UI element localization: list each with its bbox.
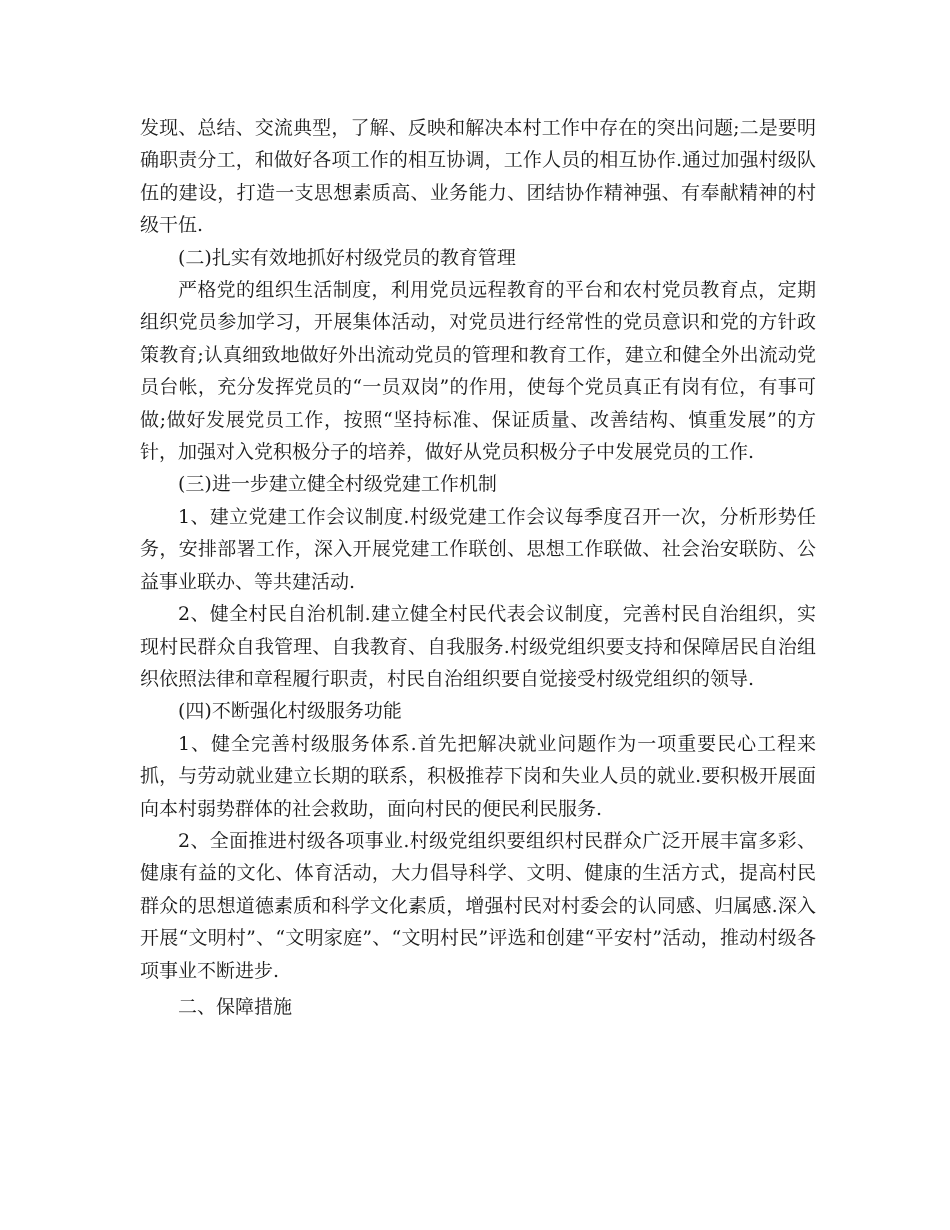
section-heading-3: (三)进一步建立健全村级党建工作机制: [178, 473, 497, 496]
paragraph-village-affairs: 2、全面推进村级各项事业.村级党组织要组织村民群众广泛开展丰富多彩、健康有益的文化、体育活动，大力倡导科学、文明、健康的生活方式，提高村民群众的思想道德素质和科学文化素质，增强村民对村委会的认同感、归属感.深入开展“文明村”、“文明家庭”、“文明村民”评选和创建“平安村”活动，推动村级各项事业不断进步.: [140, 829, 816, 982]
section-heading-safeguards: 二、保障措施: [178, 995, 293, 1018]
paragraph-continuation: 发现、总结、交流典型，了解、反映和解决本村工作中存在的突出问题;二是要明确职责分工，和做好各项工作的相互协调，工作人员的相互协作.通过加强村级队伍的建设，打造一支思想素质高、业务能力、团结协作精神强、有奉献精神的村级干伍.: [140, 117, 816, 237]
paragraph-party-member-education: 严格党的组织生活制度，利用党员远程教育的平台和农村党员教育点，定期组织党员参加学习，开展集体活动，对党员进行经常性的党员意识和党的方针政策教育;认真细致地做好外出流动党员的管理和教育工作，建立和健全外出流动党员台帐，充分发挥党员的“一员双岗”的作用，使每个党员真正有岗有位，有事可做;做好发展党员工作，按照“坚持标准、保证质量、改善结构、慎重发展”的方针，加强对入党积极分子的培养，做好从党员积极分子中发展党员的工作.: [140, 279, 816, 464]
section-heading-4: (四)不断强化村级服务功能: [178, 700, 402, 723]
paragraph-meeting-system: 1、建立党建工作会议制度.村级党建工作会议每季度召开一次，分析形势任务，安排部署工作，深入开展党建工作联创、思想工作联做、社会治安联防、公益事业联办、等共建活动.: [140, 505, 816, 593]
paragraph-self-governance: 2、健全村民自治机制.建立健全村民代表会议制度，完善村民自治组织，实现村民群众自我管理、自我教育、自我服务.村级党组织要支持和保障居民自治组织依照法律和章程履行职责，村民自治组织要自觉接受村级党组织的领导.: [140, 603, 816, 690]
document-body: [140, 112, 816, 1023]
section-heading-2: (二)扎实有效地抓好村级党员的教育管理: [178, 246, 516, 269]
paragraph-service-system: 1、健全完善村级服务体系.首先把解决就业问题作为一项重要民心工程来抓，与劳动就业建立长期的联系，积极推荐下岗和失业人员的就业.要积极开展面向本村弱势群体的社会救助，面向村民的便民利民服务.: [140, 732, 816, 820]
